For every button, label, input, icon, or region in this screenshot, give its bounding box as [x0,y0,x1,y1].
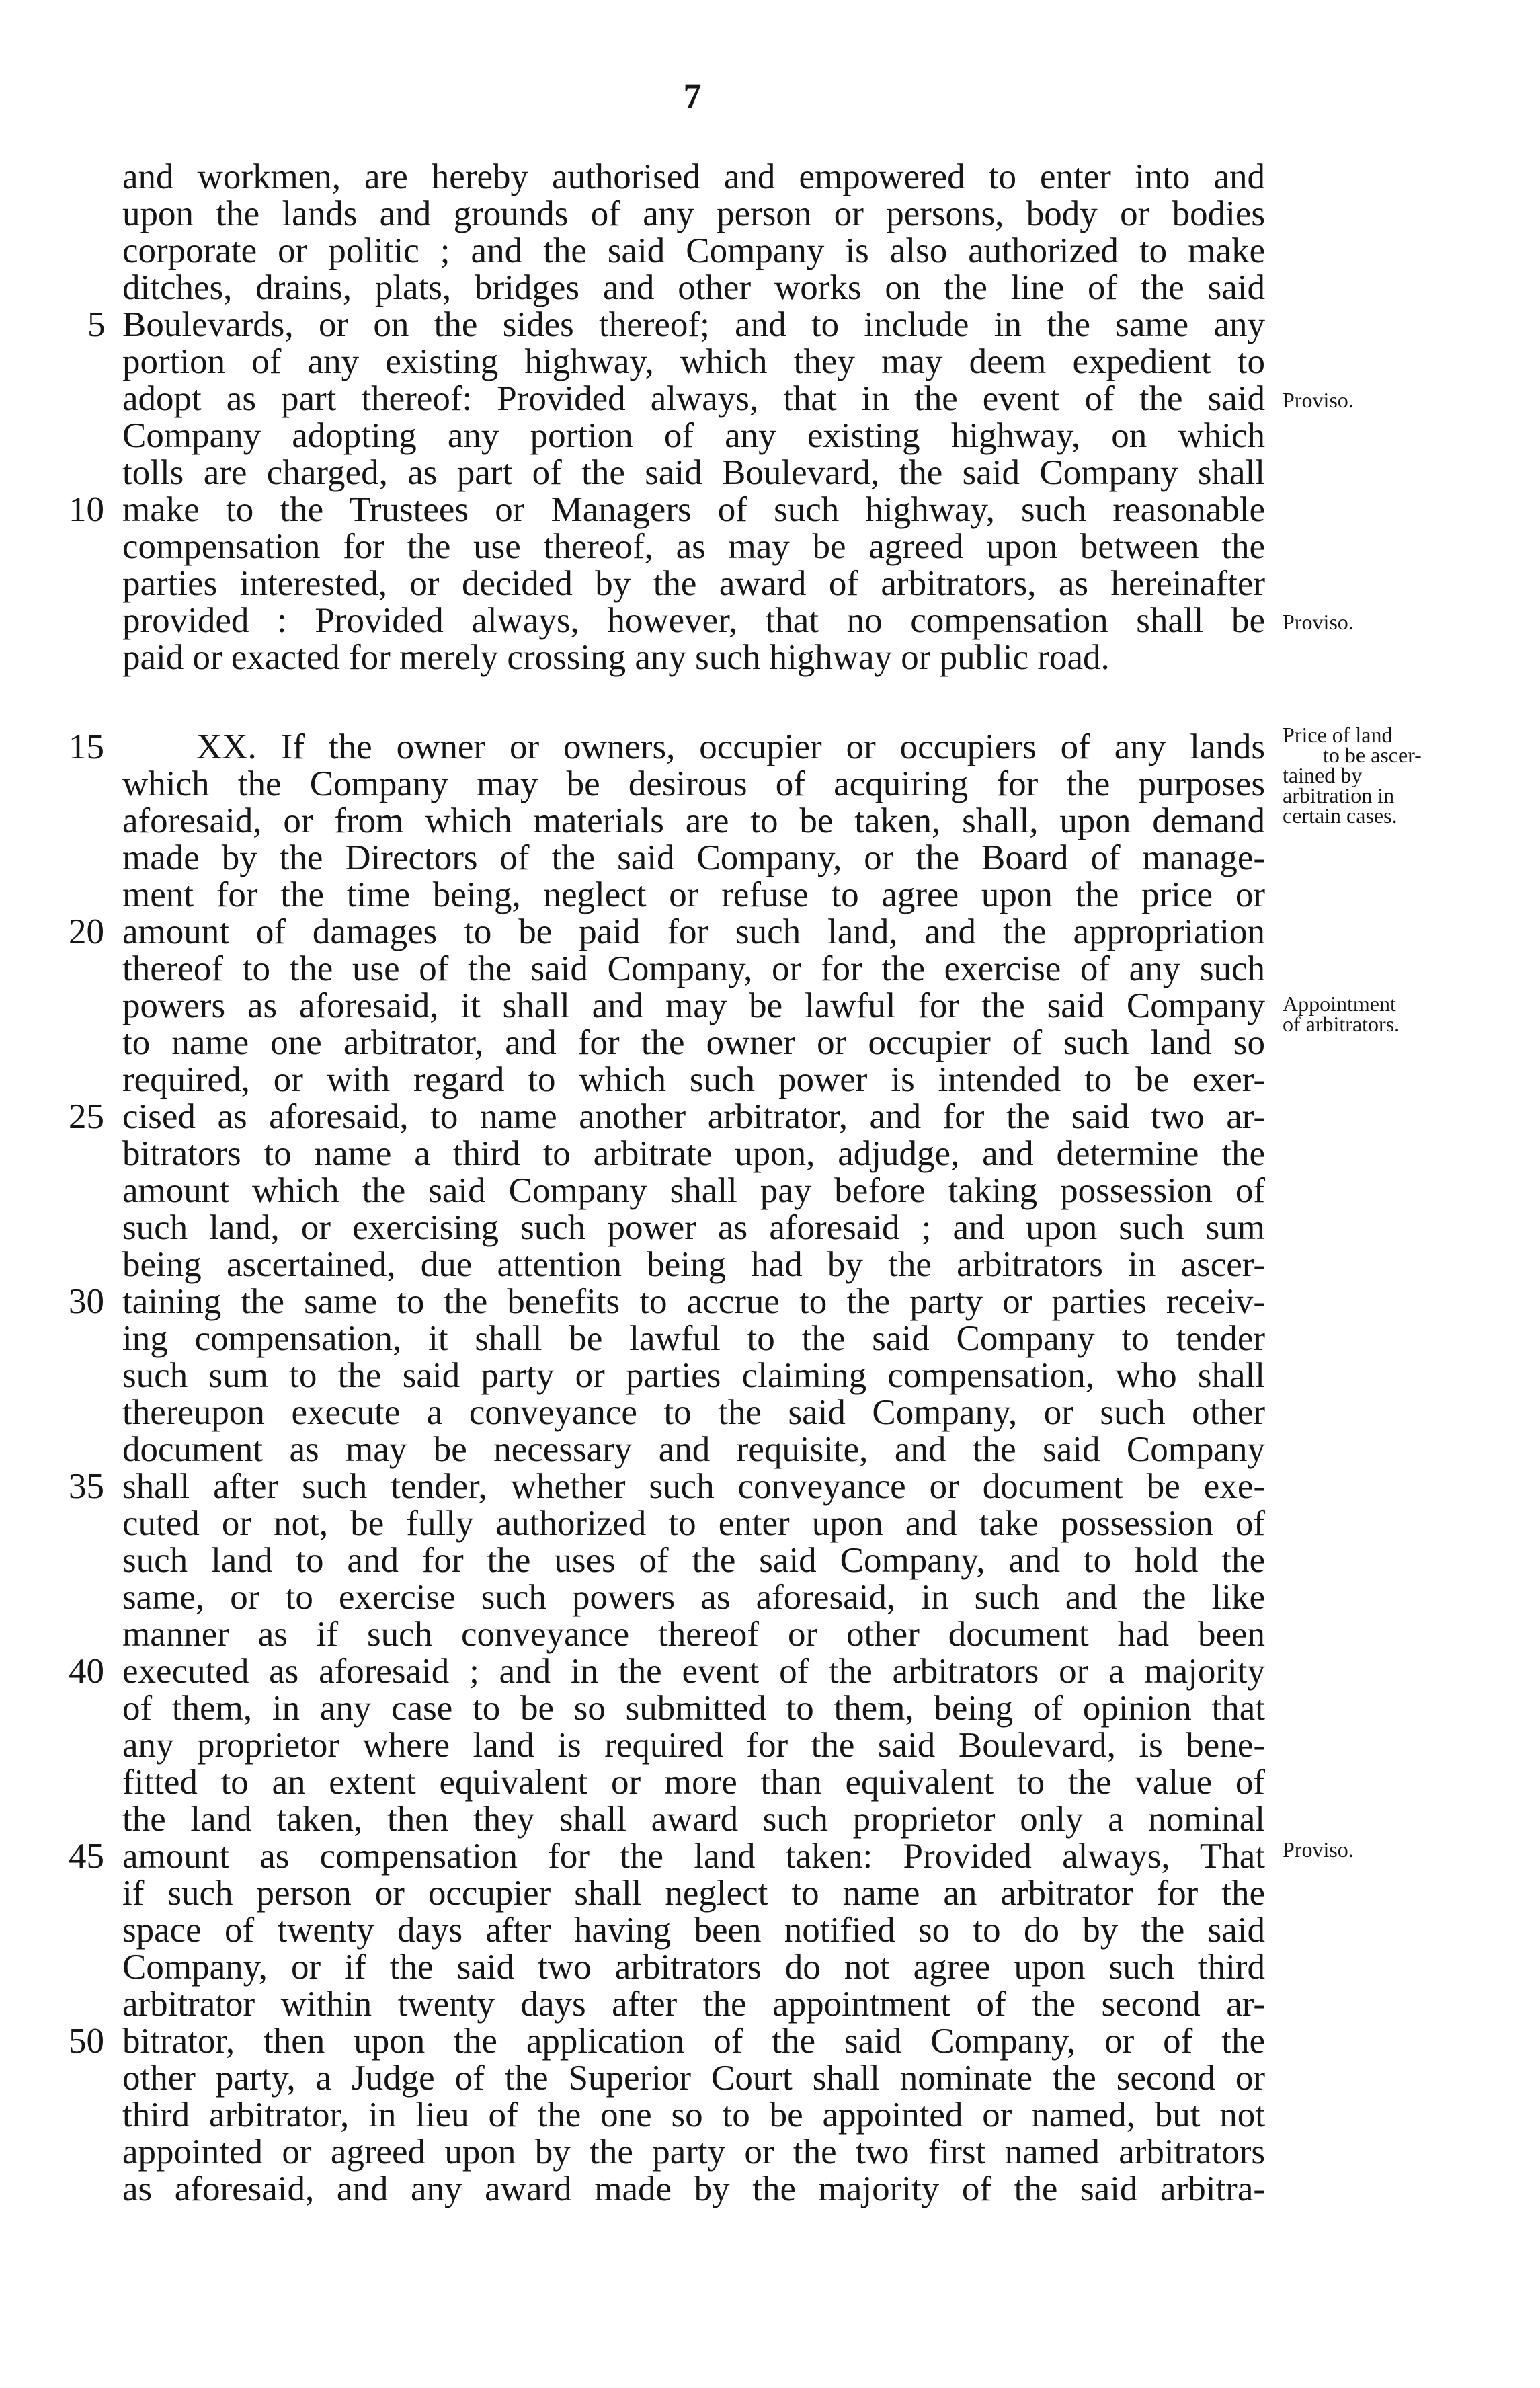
text-line: tolls are charged, as part of the said Boulevard, the said Company shall [122,453,1265,492]
text-line: third arbitrator, in lieu of the one so to be appointed or named, but not [122,2096,1265,2135]
text-line: to name one arbitrator, and for the owner or occupier of such land so [122,1023,1265,1062]
text-line: such sum to the said party or parties claiming compensation, who shall [122,1356,1265,1395]
text-line: being ascertained, due attention being had by the arbitrators in ascer- [122,1245,1265,1284]
margin-note-appointment [1283,994,1457,1034]
margin-note-line: of arbitrators. [1283,1012,1400,1036]
text-line: other party, a Judge of the Superior Court shall nominate the second or [122,2059,1265,2098]
margin-note-line: arbitration in [1283,783,1395,807]
text-line: same, or to exercise such powers as aforesaid, in such and the like [122,1578,1265,1617]
text-line: such land, or exercising such power as aforesaid ; and upon such sum [122,1208,1265,1247]
margin-note-proviso: Proviso. [1283,388,1354,412]
line-number: 25 [69,1097,104,1136]
text-line: Boulevards, or on the sides thereof; and to include in the same any [122,305,1265,344]
text-line: ditches, drains, plats, bridges and other works on the line of the said [122,268,1265,307]
text-line: appointed or agreed upon by the party or the two first named arbitrators [122,2133,1265,2172]
text-line: cuted or not, be fully authorized to enter upon and take possession of [122,1504,1265,1543]
text-line: required, or with regard to which such power is intended to be exer- [122,1060,1265,1099]
text-line: bitrators to name a third to arbitrate upon, adjudge, and determine the [122,1134,1265,1173]
line-number: 10 [69,490,104,529]
text-line: amount as compensation for the land taken: Provided always, That [122,1837,1265,1876]
text-line: such land to and for the uses of the said Company, and to hold the [122,1541,1265,1580]
text-line: fitted to an extent equivalent or more than equivalent to the value of [122,1763,1265,1802]
text-line: manner as if such conveyance thereof or other document had been [122,1615,1265,1654]
text-line: cised as aforesaid, to name another arbitrator, and for the said two ar- [122,1097,1265,1136]
text-line: thereupon execute a conveyance to the said Company, or such other [122,1393,1265,1432]
text-line: and workmen, are hereby authorised and empowered to enter into and [122,157,1265,196]
text-line: parties interested, or decided by the award of arbitrators, as hereinafter [122,564,1265,603]
line-number: 30 [69,1282,104,1321]
text-line: paid or exacted for merely crossing any such highway or public road. [122,638,1110,677]
text-line: thereof to the use of the said Company, or for the exercise of any such [122,949,1265,988]
margin-note-line: tained by [1283,763,1363,787]
margin-note-line: to be ascer- [1323,743,1422,767]
line-number: 35 [69,1467,104,1506]
line-number: 20 [69,912,104,951]
text-line: ment for the time being, neglect or refuse to agree upon the price or [122,875,1265,914]
text-line: portion of any existing highway, which they may deem expedient to [122,342,1265,381]
text-line: adopt as part thereof: Provided always, that in the event of the said [122,379,1265,418]
margin-note-proviso: Proviso. [1283,610,1354,634]
margin-note-price-of-land [1283,725,1457,826]
text-line: of them, in any case to be so submitted to them, being of opinion that [122,1689,1265,1728]
margin-note-line: certain cases. [1283,803,1397,828]
text-line: which the Company may be desirous of acquiring for the purposes [122,764,1265,803]
text-line: the land taken, then they shall award such proprietor only a nominal [122,1800,1265,1839]
text-line: document as may be necessary and requisite, and the said Company [122,1430,1265,1469]
line-number: 40 [69,1652,104,1691]
text-line: make to the Trustees or Managers of such highway, such reasonable [122,490,1265,529]
text-line: Company, or if the said two arbitrators do not agree upon such third [122,1948,1265,1987]
text-line: compensation for the use thereof, as may be agreed upon between the [122,527,1265,566]
text-line: made by the Directors of the said Company, or the Board of manage- [122,838,1265,877]
text-line: upon the lands and grounds of any person or persons, body or bodies [122,194,1265,233]
text-line: amount of damages to be paid for such land, and the appropriation [122,912,1265,951]
text-line: amount which the said Company shall pay before taking possession of [122,1171,1265,1210]
text-line: bitrator, then upon the application of the said Company, or of the [122,2022,1265,2061]
text-line: arbitrator within twenty days after the appointment of the second ar- [122,1985,1265,2024]
text-line: if such person or occupier shall neglect to name an arbitrator for the [122,1874,1265,1913]
text-line: Company adopting any portion of any existing highway, on which [122,416,1265,455]
text-line: shall after such tender, whether such conveyance or document be exe- [122,1467,1265,1506]
text-line: corporate or politic ; and the said Company is also authorized to make [122,231,1265,270]
line-number: 50 [69,2022,104,2061]
text-line: ing compensation, it shall be lawful to the said Company to tender [122,1319,1265,1358]
line-number: 15 [69,727,104,766]
line-number: 5 [87,305,106,344]
text-line: as aforesaid, and any award made by the majority of the said arbitra- [122,2170,1265,2208]
text-line: XX. If the owner or owners, occupier or occupiers of any lands [196,727,1265,766]
text-line: executed as aforesaid ; and in the event of the arbitrators or a majority [122,1652,1265,1691]
text-line: aforesaid, or from which materials are to be taken, shall, upon demand [122,801,1265,840]
text-line: taining the same to the benefits to accrue to the party or parties receiv- [122,1282,1265,1321]
margin-note-proviso: Proviso. [1283,1837,1354,1862]
text-line: powers as aforesaid, it shall and may be lawful for the said Company [122,986,1265,1025]
text-line: provided : Provided always, however, that no compensation shall be [122,601,1265,640]
margin-note-line: Price of land [1283,723,1393,747]
text-line: any proprietor where land is required for the said Boulevard, is bene- [122,1726,1265,1765]
page-number: 7 [683,76,702,116]
margin-note-line: Appointment [1283,992,1396,1016]
line-number: 45 [69,1837,104,1876]
text-line: space of twenty days after having been notified so to do by the said [122,1911,1265,1950]
